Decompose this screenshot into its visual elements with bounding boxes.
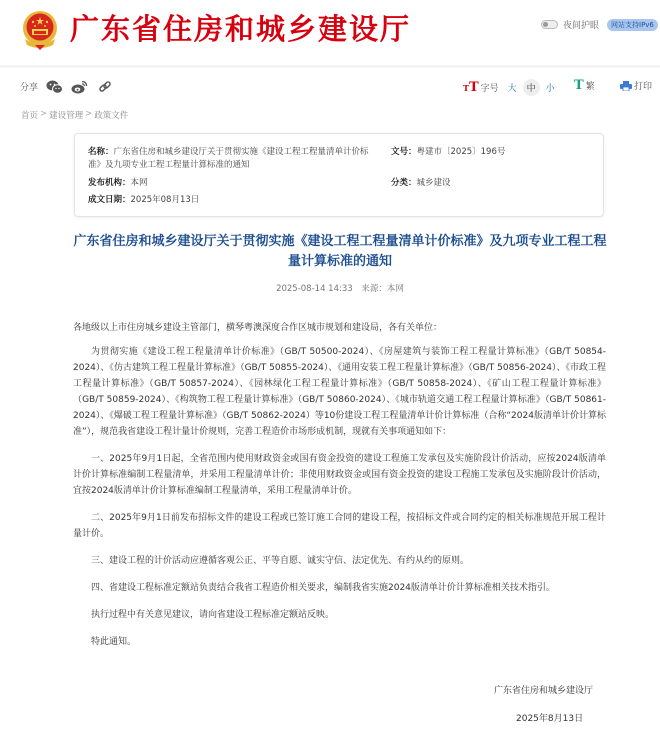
info-doc-number xyxy=(391,146,505,159)
toggle-switch-icon[interactable] xyxy=(541,20,558,29)
share-bar xyxy=(20,79,113,94)
breadcrumb-separator: > xyxy=(85,109,93,119)
print-button[interactable] xyxy=(620,79,652,92)
wechat-icon[interactable] xyxy=(46,79,63,94)
article-meta xyxy=(70,282,610,294)
site-title: 广东省住房和城乡建设厅 xyxy=(70,12,412,46)
info-category-label: 分类： xyxy=(391,178,417,188)
source xyxy=(361,284,404,294)
print-label: 打印 xyxy=(634,82,653,92)
font-size-icon: TT xyxy=(463,79,479,95)
site-header xyxy=(0,0,660,62)
info-date xyxy=(88,194,199,207)
font-size-large-button[interactable]: 大 xyxy=(507,84,517,94)
breadcrumb-home[interactable]: 首页 xyxy=(21,111,39,121)
link-icon[interactable] xyxy=(96,79,113,94)
info-date-value: 2025年08月13日 xyxy=(130,195,200,205)
share-label: 分享 xyxy=(20,83,39,93)
ipv6-badge: 网站支持IPv6 xyxy=(607,19,658,31)
weibo-icon[interactable] xyxy=(71,79,88,94)
header-divider xyxy=(0,65,660,68)
signature-block xyxy=(494,683,593,727)
night-mode-toggle[interactable] xyxy=(541,18,599,31)
source-value: 本网 xyxy=(386,284,404,294)
article-title: 广东省住房和城乡建设厅关于贯彻实施《建设工程工程量清单计价标准》及九项专业工程工程量计算标准的通知 xyxy=(73,234,607,269)
info-doc-number-value: 粤建市〔2025〕196号 xyxy=(416,147,506,157)
breadcrumb-separator: > xyxy=(40,109,48,119)
font-size-small-button[interactable]: 小 xyxy=(545,84,555,94)
traditional-chinese-button[interactable] xyxy=(574,79,595,92)
paragraph-feedback: 执行过程中有关意见建议，请向省建设工程标准定额站反映。 xyxy=(91,610,335,620)
info-name-value: 广东省住房和城乡建设厅关于贯彻实施《建设工程工程量清单计价标准》及九项专业工程工程量计算标准的通知 xyxy=(88,147,369,170)
traditional-icon: T xyxy=(574,78,584,93)
breadcrumb-construction-management[interactable]: 建设管理 xyxy=(49,111,84,121)
info-publisher-value: 本网 xyxy=(130,178,148,188)
breadcrumb-policy-documents[interactable]: 政策文件 xyxy=(94,111,129,121)
paragraph-intro: 为贯彻实施《建设工程工程量清单计价标准》（GB/T 50500-2024）、《房屋建筑与装饰工程工程量计算标准》（GB/T 50854-2024）、《仿古建筑工程工程量计算标准》（GB/T 50855-2024）、《通用安装工程工程量计算标准》（GB/T 50856-2024）、《市政工程工程量计算标准》（GB/T 50857-2024）、《园林绿化工程工程量计算标准》（GB/T 50858-2024）、《矿山工程工程量计算标准》（GB/T 50859-2024）、《构筑物工程工程量计算标准》（GB/T 50860-2024）、《城市轨道交通工程工程量计算标准》（GB/T 50861-2024）、《爆破工程工程量计算标准》（GB/T 50862-2024）等10份建设工程工程量清单计价计算标准（合称“2024版清单计价计算标准”），规范我省建设工程计量计价规则，完善工程造价市场形成机制，现就有关事项通知如下： xyxy=(73,347,606,437)
font-size-controls xyxy=(463,79,555,96)
paragraph-3: 三、建设工程的计价活动应遵循客观公正、平等自愿、诚实守信、法定优先、有约从约的原则。 xyxy=(91,556,470,566)
info-name xyxy=(88,146,378,172)
salutation: 各地级以上市住房城乡建设主管部门，横琴粤澳深度合作区城市规划和建设局，各有关单位： xyxy=(73,323,443,333)
signature-org: 广东省住房和城乡建设厅 xyxy=(494,686,594,696)
breadcrumb xyxy=(21,109,128,121)
document-info-box xyxy=(74,133,604,217)
font-size-label: 字号 xyxy=(480,84,499,94)
signature-date: 2025年8月13日 xyxy=(516,714,584,724)
info-category xyxy=(391,177,451,190)
traditional-label: 繁 xyxy=(585,82,595,92)
info-category-value: 城乡建设 xyxy=(416,178,451,188)
night-mode-label: 夜间护眼 xyxy=(563,21,600,31)
info-publisher xyxy=(88,177,148,190)
paragraph-1: 一、2025年9月1日起，全省范围内使用财政资金或国有资金投资的建设工程施工发承包及实施阶段计价活动，应按2024版清单计价计算标准编制工程量清单，并采用工程量清单计价；非使用财政资金或国有资金投资的建设工程施工发承包及实施阶段计价活动，宜按2024版清单计价计算标准编制工程量清单，采用工程量清单计价。 xyxy=(73,454,606,496)
printer-icon xyxy=(620,81,632,91)
paragraph-4: 四、省建设工程标准定额站负责结合我省工程造价相关要求，编制我省实施2024版清单计价计算标准相关技术指引。 xyxy=(91,583,555,593)
info-publisher-label: 发布机构： xyxy=(88,178,131,188)
source-label: 来源： xyxy=(361,284,387,294)
paragraph-closing: 特此通知。 xyxy=(91,637,137,647)
national-emblem-icon xyxy=(20,9,60,51)
info-name-label: 名称： xyxy=(88,147,114,157)
info-doc-number-label: 文号： xyxy=(391,147,417,157)
article-body xyxy=(73,320,606,661)
font-size-medium-button[interactable]: 中 xyxy=(523,79,540,96)
paragraph-2: 二、2025年9月1日前发布招标文件的建设工程或已签订施工合同的建设工程，按招标文件或合同约定的相关标准规范开展工程计量计价。 xyxy=(73,513,606,539)
info-date-label: 成文日期： xyxy=(88,195,131,205)
publish-time: 2025-08-14 14:33 xyxy=(276,284,353,294)
